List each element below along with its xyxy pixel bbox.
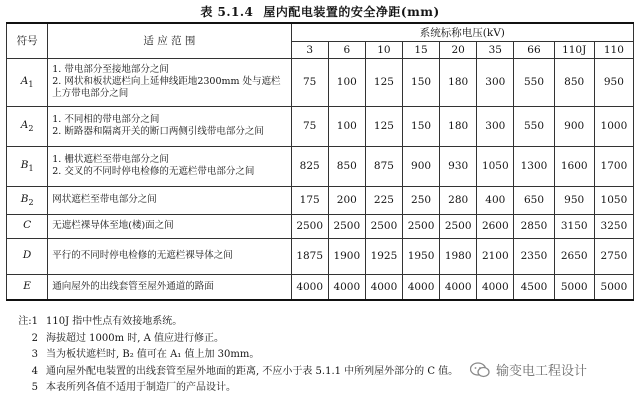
- note-item: [8, 380, 608, 397]
- value-cell: 875: [365, 146, 402, 186]
- value-cell: 4000: [403, 274, 440, 300]
- value-cell: 850: [554, 58, 594, 106]
- value-cell: 2500: [403, 214, 440, 238]
- value-cell: 950: [554, 186, 594, 214]
- value-cell: 1950: [403, 238, 440, 274]
- note-label: 4: [31, 365, 38, 377]
- table-row: [7, 274, 634, 300]
- value-cell: 100: [328, 106, 365, 146]
- value-cell: 1300: [514, 146, 554, 186]
- value-cell: 1000: [594, 106, 633, 146]
- value-cell: 1600: [554, 146, 594, 186]
- voltage-header: 10: [365, 41, 402, 58]
- value-cell: 180: [440, 106, 477, 146]
- symbol-letter: B: [20, 192, 29, 205]
- value-cell: 125: [365, 58, 402, 106]
- value-cell: 1980: [440, 238, 477, 274]
- symbol-cell: [7, 146, 48, 186]
- value-cell: 300: [477, 58, 514, 106]
- value-cell: 1875: [291, 238, 328, 274]
- note-text: 海拔超过 1000m 时, A 值应进行修正。: [46, 332, 225, 344]
- symbol-cell: [7, 274, 48, 300]
- value-cell: 3250: [594, 214, 633, 238]
- symbol-header: 符号: [7, 23, 48, 58]
- note-label: 3: [31, 349, 38, 360]
- voltage-header: 110: [594, 41, 633, 58]
- voltage-header: 35: [477, 41, 514, 58]
- table-row: [7, 146, 634, 186]
- value-cell: 2100: [477, 238, 514, 274]
- notes: [8, 314, 608, 397]
- table-title: [0, 3, 640, 20]
- value-cell: 5000: [554, 274, 594, 300]
- scope-cell: 1. 栅状遮栏至带电部分之间 2. 交叉的不同时停电检修的无遮栏带电部分之间: [48, 146, 291, 186]
- voltage-header: 15: [403, 41, 440, 58]
- watermark: [466, 360, 591, 379]
- value-cell: 900: [554, 106, 594, 146]
- value-cell: 1050: [594, 186, 633, 214]
- value-cell: 2650: [554, 238, 594, 274]
- symbol-letter: C: [23, 218, 32, 231]
- note-item: [8, 331, 608, 348]
- note-label: 2: [31, 332, 38, 344]
- voltage-header: 20: [440, 41, 477, 58]
- clearance-table: [6, 22, 634, 301]
- table-header: [7, 23, 634, 58]
- note-text: 通向屋外配电装置的出线套管至屋外地面的距离, 不应小于表 5.1.1 中所列屋外部分的 C 值。: [46, 365, 459, 377]
- value-cell: 1700: [594, 146, 633, 186]
- value-cell: 75: [291, 58, 328, 106]
- value-cell: 2500: [365, 214, 402, 238]
- value-cell: 550: [514, 58, 554, 106]
- symbol-cell: [7, 214, 48, 238]
- value-cell: 2600: [477, 214, 514, 238]
- note-item: [8, 314, 608, 331]
- value-cell: 1925: [365, 238, 402, 274]
- value-cell: 5000: [594, 274, 633, 300]
- value-cell: 175: [291, 186, 328, 214]
- voltage-header: 110J: [554, 41, 594, 58]
- note-text: 当为板状遮栏时, B₂ 值可在 A₁ 值上加 30mm。: [46, 349, 260, 360]
- scope-cell: 通向屋外的出线套管至屋外通道的路面: [48, 274, 291, 300]
- value-cell: 3150: [554, 214, 594, 238]
- symbol-cell: [7, 238, 48, 274]
- wechat-icon: [470, 362, 490, 378]
- value-cell: 150: [403, 58, 440, 106]
- table-row: [7, 238, 634, 274]
- value-cell: 250: [403, 186, 440, 214]
- scope-cell: 网状遮栏至带电部分之间: [48, 186, 291, 214]
- value-cell: 4000: [291, 274, 328, 300]
- symbol-letter: B: [20, 158, 29, 171]
- value-cell: 930: [440, 146, 477, 186]
- symbol-cell: [7, 186, 48, 214]
- value-cell: 2500: [291, 214, 328, 238]
- symbol-subscript: 2: [28, 124, 34, 134]
- symbol-letter: D: [22, 248, 32, 261]
- value-cell: 825: [291, 146, 328, 186]
- value-cell: 4000: [477, 274, 514, 300]
- value-cell: 180: [440, 58, 477, 106]
- scope-header: 适 应 范 围: [48, 23, 291, 58]
- voltage-header: 66: [514, 41, 554, 58]
- scope-cell: 1. 不同相的带电部分之间 2. 断路器和隔离开关的断口两侧引线带电部分之间: [48, 106, 291, 146]
- table-row: [7, 214, 634, 238]
- voltage-header: 3: [291, 41, 328, 58]
- value-cell: 2750: [594, 238, 633, 274]
- value-cell: 550: [514, 106, 554, 146]
- value-cell: 650: [514, 186, 554, 214]
- note-label: 注:1: [18, 316, 38, 327]
- value-cell: 400: [477, 186, 514, 214]
- value-cell: 200: [328, 186, 365, 214]
- value-cell: 4000: [440, 274, 477, 300]
- value-cell: 2500: [328, 214, 365, 238]
- value-cell: 300: [477, 106, 514, 146]
- table-number: 表 5.1.4: [200, 5, 254, 19]
- table-row: [7, 106, 634, 146]
- symbol-subscript: 1: [28, 80, 34, 90]
- note-label: 5: [31, 382, 38, 393]
- value-cell: 850: [328, 146, 365, 186]
- scope-cell: 无遮栏裸导体至地(楼)面之间: [48, 214, 291, 238]
- symbol-letter: A: [20, 74, 29, 87]
- value-cell: 100: [328, 58, 365, 106]
- symbol-letter: E: [23, 279, 31, 292]
- value-cell: 2350: [514, 238, 554, 274]
- value-cell: 280: [440, 186, 477, 214]
- value-cell: 2500: [440, 214, 477, 238]
- symbol-letter: A: [20, 118, 29, 131]
- value-cell: 225: [365, 186, 402, 214]
- value-cell: 1900: [328, 238, 365, 274]
- symbol-cell: [7, 106, 48, 146]
- symbol-subscript: 1: [28, 164, 34, 174]
- watermark-text: 输变电工程设计: [496, 364, 588, 379]
- value-cell: 4000: [365, 274, 402, 300]
- note-text: 本表所列各值不适用于制造厂的产品设计。: [46, 382, 236, 393]
- table-row: [7, 186, 634, 214]
- table-caption: 屋内配电装置的安全净距(mm): [263, 5, 440, 19]
- symbol-subscript: 2: [28, 198, 34, 208]
- note-text: 110J 指中性点有效接地系统。: [46, 316, 183, 327]
- value-cell: 4000: [328, 274, 365, 300]
- symbol-cell: [7, 58, 48, 106]
- value-cell: 2850: [514, 214, 554, 238]
- value-cell: 950: [594, 58, 633, 106]
- value-cell: 900: [403, 146, 440, 186]
- table-row: [7, 58, 634, 106]
- value-cell: 150: [403, 106, 440, 146]
- voltage-header: 6: [328, 41, 365, 58]
- scope-cell: 1. 带电部分至接地部分之间 2. 网状和板状遮栏向上延伸线距地2300mm 处与遮栏上方带电部分之间: [48, 58, 291, 106]
- value-cell: 1050: [477, 146, 514, 186]
- value-cell: 75: [291, 106, 328, 146]
- value-cell: 4500: [514, 274, 554, 300]
- voltage-group-header: 系统标称电压(kV): [291, 23, 633, 41]
- value-cell: 125: [365, 106, 402, 146]
- scope-cell: 平行的不同时停电检修的无遮栏裸导体之间: [48, 238, 291, 274]
